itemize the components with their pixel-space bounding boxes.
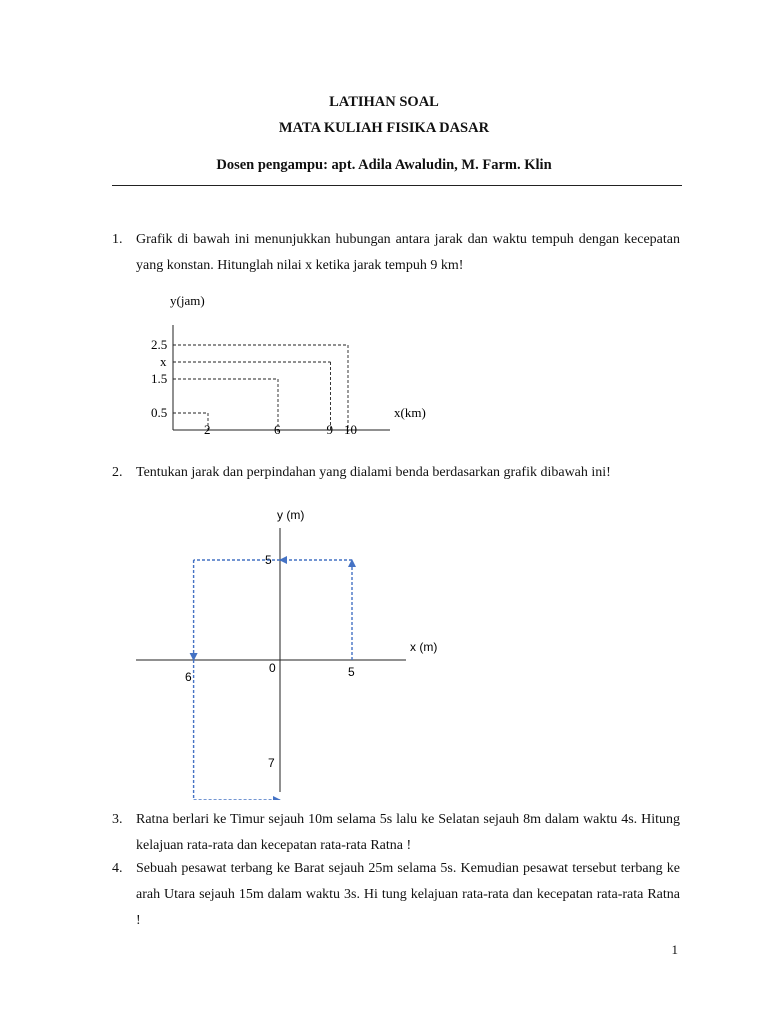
x-tick-label: 6 [274,422,281,437]
x-tick-label: 2 [204,422,211,437]
question-number: 2. [112,465,123,480]
question-text: Grafik di bawah ini menunjukkan hubungan antara jarak dan waktu tempuh dengan kecepatan yang konstan. Hitunglah nilai x ketika jarak tempuh 9 km! [136,232,680,273]
y-tick-label: x [160,354,167,369]
tick-label-y7: 7 [268,756,275,770]
y-axis-label: y(jam) [170,293,205,308]
y-tick-label: 1.5 [151,371,168,386]
y-tick-label: 2.5 [151,337,168,352]
page-number: 1 [671,942,678,957]
question-number: 1. [112,232,123,247]
y-axis-label: y (m) [277,508,305,522]
question-text: Ratna berlari ke Timur sejauh 10m selama 5s lalu ke Selatan sejauh 8m dalam waktu 4s. Hitung kelajuan rata-rata dan kecepatan rata-rata Ratna ! [136,812,680,853]
x-tick-label: 10 [344,422,357,437]
course-title: MATA KULIAH FISIKA DASAR [278,120,490,136]
question-2 [112,460,680,486]
chart-distance-time [140,285,450,445]
question-number: 4. [112,861,123,876]
chart-displacement [130,500,450,800]
doc-title: LATIHAN SOAL [329,94,439,110]
tick-label-y5: 5 [265,553,272,567]
tick-label-x5: 5 [348,665,355,679]
question-4 [112,856,680,934]
x-axis-label: x(km) [394,405,426,420]
lecturer-line: Dosen pengampu: apt. Adila Awaludin, M. Farm. Klin [216,157,552,173]
question-3 [112,807,680,859]
origin-label: 0 [269,661,276,675]
header-divider [112,185,682,186]
tick-label-x6: 6 [185,670,192,684]
question-1 [112,227,680,279]
question-text: Tentukan jarak dan perpindahan yang dialami benda berdasarkan grafik dibawah ini! [136,465,611,480]
x-tick-label: 9 [326,422,333,437]
y-tick-label: 0.5 [151,405,168,420]
x-axis-label: x (m) [410,640,438,654]
question-number: 3. [112,812,123,827]
question-text: Sebuah pesawat terbang ke Barat sejauh 25m selama 5s. Kemudian pesawat tersebut terbang ke arah Utara sejauh 15m dalam waktu 3s. Hi tung kelajuan rata-rata dan kecepatan rata-rata Ratna ! [136,861,680,928]
